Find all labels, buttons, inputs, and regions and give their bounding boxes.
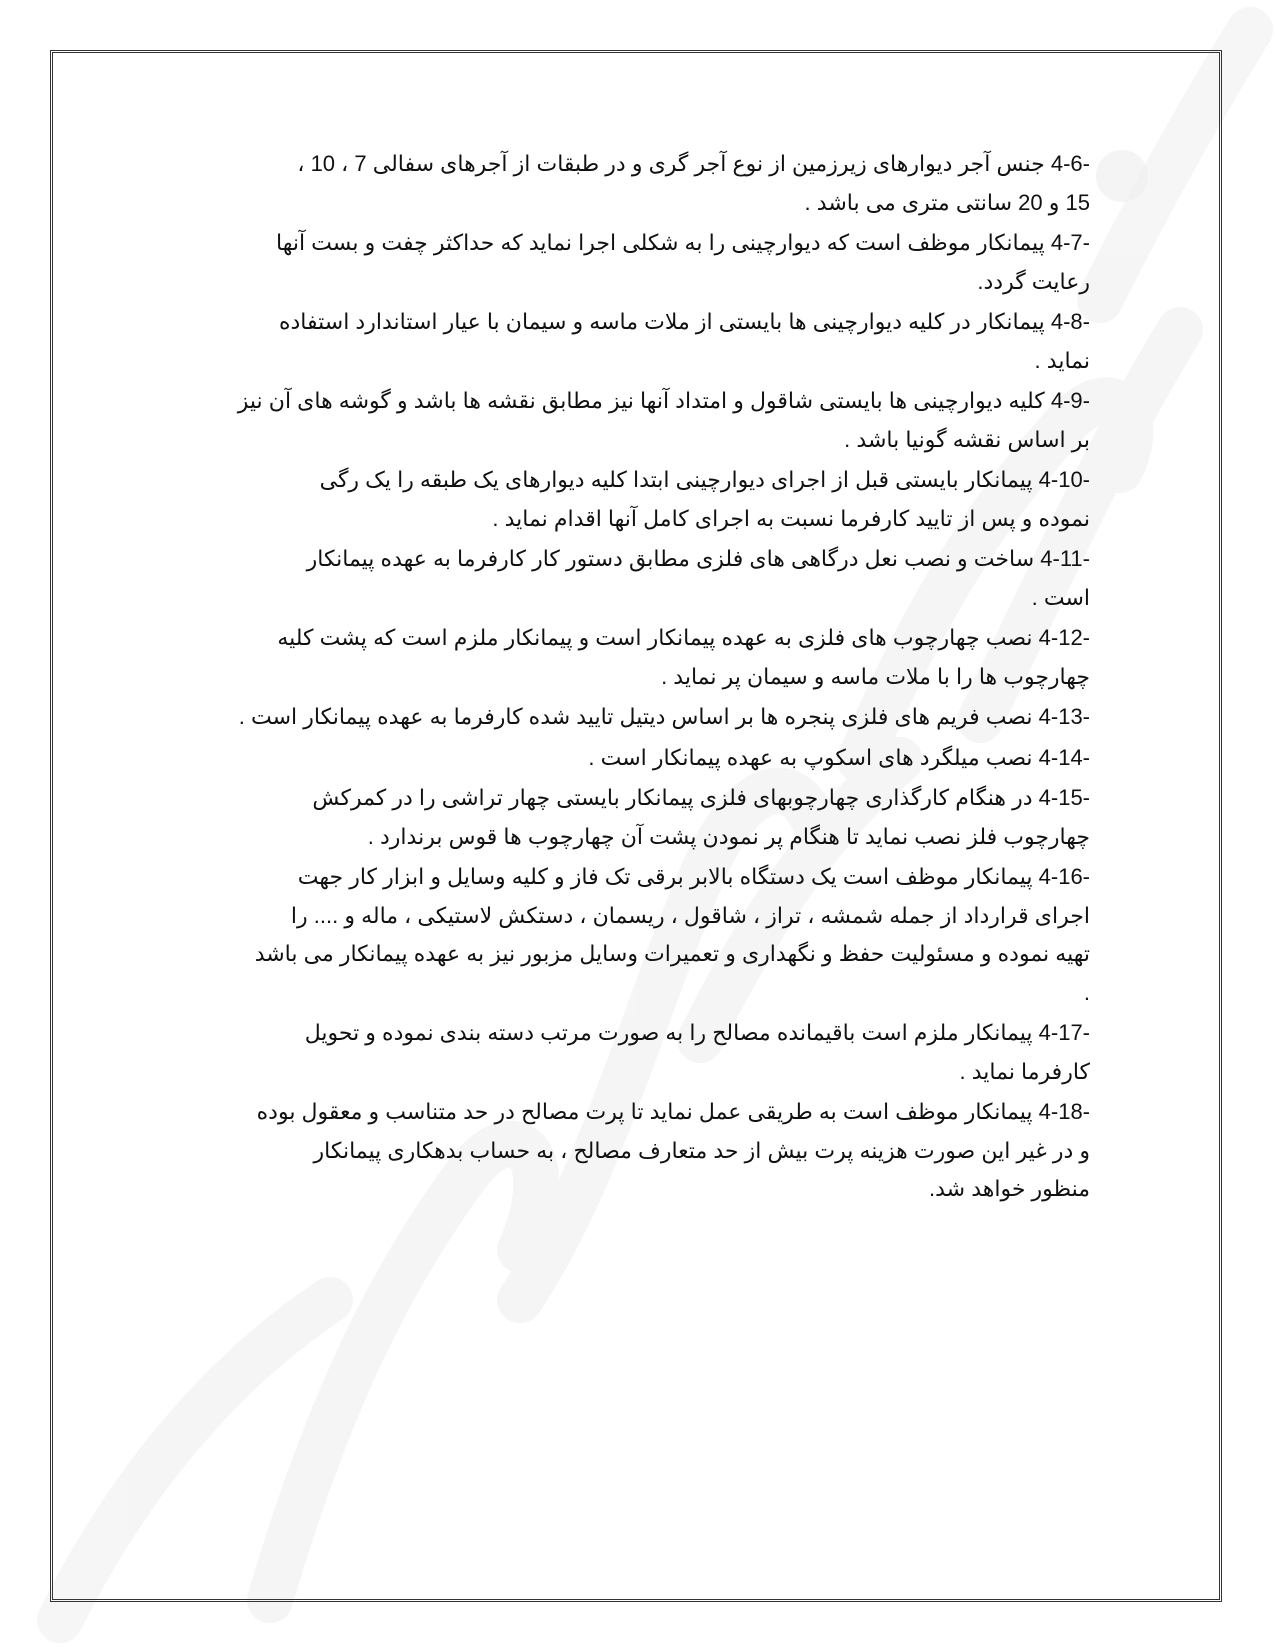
clause-text: بر اساس نقشه گونیا باشد . <box>844 426 1090 452</box>
clause-text: پیمانکار موظف است به طریقی عمل نماید تا پرت مصالح در حد متناسب و معقول بوده <box>256 1099 1033 1124</box>
clause-text: نصب چهارچوب های فلزی به عهده پیمانکار است و پیمانکار ملزم است که پشت کلیه <box>277 625 1033 650</box>
clause-line <box>180 145 1090 184</box>
clause-item <box>180 698 1090 737</box>
clause-item <box>180 382 1090 459</box>
clause-line <box>180 658 1090 697</box>
clause-text: . <box>1083 979 1090 1005</box>
clause-item <box>180 858 1090 1012</box>
clause-number: 4-6- <box>1050 151 1090 176</box>
clause-text: است . <box>1031 584 1090 610</box>
clause-item <box>180 461 1090 538</box>
clause-text: جنس آجر دیوارهای زیرزمین از نوع آجر گری و در طبقات از آجرهای سفالی 7 ، 10 ، <box>297 151 1045 176</box>
clause-line <box>180 342 1090 381</box>
clause-item <box>180 1093 1090 1209</box>
clause-line <box>180 818 1090 857</box>
clause-line <box>180 579 1090 618</box>
clause-text: نصب میلگرد های اسکوپ به عهده پیمانکار است . <box>588 744 1033 770</box>
clause-number: 4-16- <box>1038 864 1090 889</box>
clause-text: چهارچوب ها را با ملات ماسه و سیمان پر نماید . <box>661 663 1090 689</box>
clause-text: نماید . <box>1034 347 1090 373</box>
clause-number: 4-14- <box>1038 744 1090 770</box>
clause-text: کارفرما نماید . <box>959 1058 1090 1084</box>
clause-item <box>180 145 1090 222</box>
clause-line <box>180 974 1090 1013</box>
clause-number: 4-9- <box>1050 388 1090 413</box>
clause-item <box>180 1014 1090 1091</box>
clause-line <box>180 500 1090 539</box>
clause-text: کلیه دیوارچینی ها بایستی شاقول و امتداد آنها نیز مطابق نقشه ها باشد و گوشه های آن نیز <box>237 388 1045 413</box>
clause-text: اجرای قرارداد از جمله شمشه ، تراز ، شاقول ، ریسمان ، دستکش لاستیکی ، ماله و .... را <box>290 902 1090 928</box>
clause-line <box>180 224 1090 263</box>
clause-line <box>180 739 1090 778</box>
clause-line <box>180 540 1090 579</box>
clause-text: پیمانکار موظف است که دیوارچینی را به شکلی اجرا نماید که حداکثر چفت و بست آنها <box>275 230 1045 255</box>
clause-number: 4-12- <box>1038 625 1090 650</box>
clause-item <box>180 540 1090 617</box>
clause-text: نموده و پس از تایید کارفرما نسبت به اجرای کامل آنها اقدام نماید . <box>492 505 1090 531</box>
clause-number: 4-10- <box>1038 467 1090 492</box>
clause-line <box>180 698 1090 737</box>
clause-line <box>180 858 1090 897</box>
clause-text: و در غیر این صورت هزینه پرت بیش از حد متعارف مصالح ، به حساب بدهکاری پیمانکار <box>313 1137 1090 1163</box>
clause-text: نصب فریم های فلزی پنجره ها بر اساس دیتیل تایید شده کارفرما به عهده پیمانکار است . <box>238 704 1033 729</box>
clause-number: 4-11- <box>1040 546 1090 571</box>
document-body <box>180 145 1090 1211</box>
clause-text: 15 و 20 سانتی متری می باشد . <box>804 189 1090 215</box>
clause-number: 4-18- <box>1038 1099 1090 1124</box>
clause-text: چهارچوب فلز نصب نماید تا هنگام پر نمودن پشت آن چهارچوب ها قوس برندارد . <box>367 823 1090 849</box>
clause-number: 4-13- <box>1038 704 1090 729</box>
clause-item <box>180 779 1090 856</box>
clause-text: منظور خواهد شد. <box>928 1176 1090 1201</box>
clause-item <box>180 303 1090 380</box>
clause-text: در هنگام کارگذاری چهارچوبهای فلزی پیمانکار بایستی چهار تراشی را در کمرکش <box>312 785 1033 810</box>
clause-text: پیمانکار ملزم است باقیمانده مصالح را به صورت مرتب دسته بندی نموده و تحویل <box>304 1020 1033 1045</box>
clause-text: پیمانکار موظف است یک دستگاه بالابر برقی تک فاز و کلیه وسایل و ابزار کار جهت <box>297 864 1033 889</box>
clause-number: 4-8- <box>1050 309 1090 334</box>
clause-text: پیمانکار بایستی قبل از اجرای دیوارچینی ابتدا کلیه دیوارهای یک طبقه را یک رگی <box>319 467 1033 492</box>
clause-line <box>180 421 1090 460</box>
clause-item <box>180 739 1090 778</box>
clause-number: 4-7- <box>1050 230 1090 255</box>
clause-line <box>180 1093 1090 1132</box>
clause-line <box>180 1014 1090 1053</box>
clause-number: 4-15- <box>1038 785 1090 810</box>
clause-line <box>180 935 1090 974</box>
clause-text: ساخت و نصب نعل درگاهی های فلزی مطابق دستور کار کارفرما به عهده پیمانکار <box>306 546 1035 571</box>
clause-line <box>180 303 1090 342</box>
clause-line <box>180 1132 1090 1171</box>
clause-line <box>180 461 1090 500</box>
clause-item <box>180 224 1090 301</box>
clause-line <box>180 263 1090 302</box>
clause-line <box>180 897 1090 936</box>
clause-item <box>180 619 1090 696</box>
clause-line <box>180 1053 1090 1092</box>
clause-line <box>180 619 1090 658</box>
clause-line <box>180 184 1090 223</box>
clause-text: رعایت گردد. <box>977 268 1090 294</box>
clause-line <box>180 1170 1090 1209</box>
clause-number: 4-17- <box>1038 1020 1090 1045</box>
clause-line <box>180 779 1090 818</box>
clause-text: پیمانکار در کلیه دیوارچینی ها بایستی از ملات ماسه و سیمان با عیار استاندارد استفاده <box>278 309 1045 334</box>
clause-line <box>180 382 1090 421</box>
clause-text: تهیه نموده و مسئولیت حفظ و نگهداری و تعمیرات وسایل مزبور نیز به عهده پیمانکار می باشد <box>254 941 1090 966</box>
